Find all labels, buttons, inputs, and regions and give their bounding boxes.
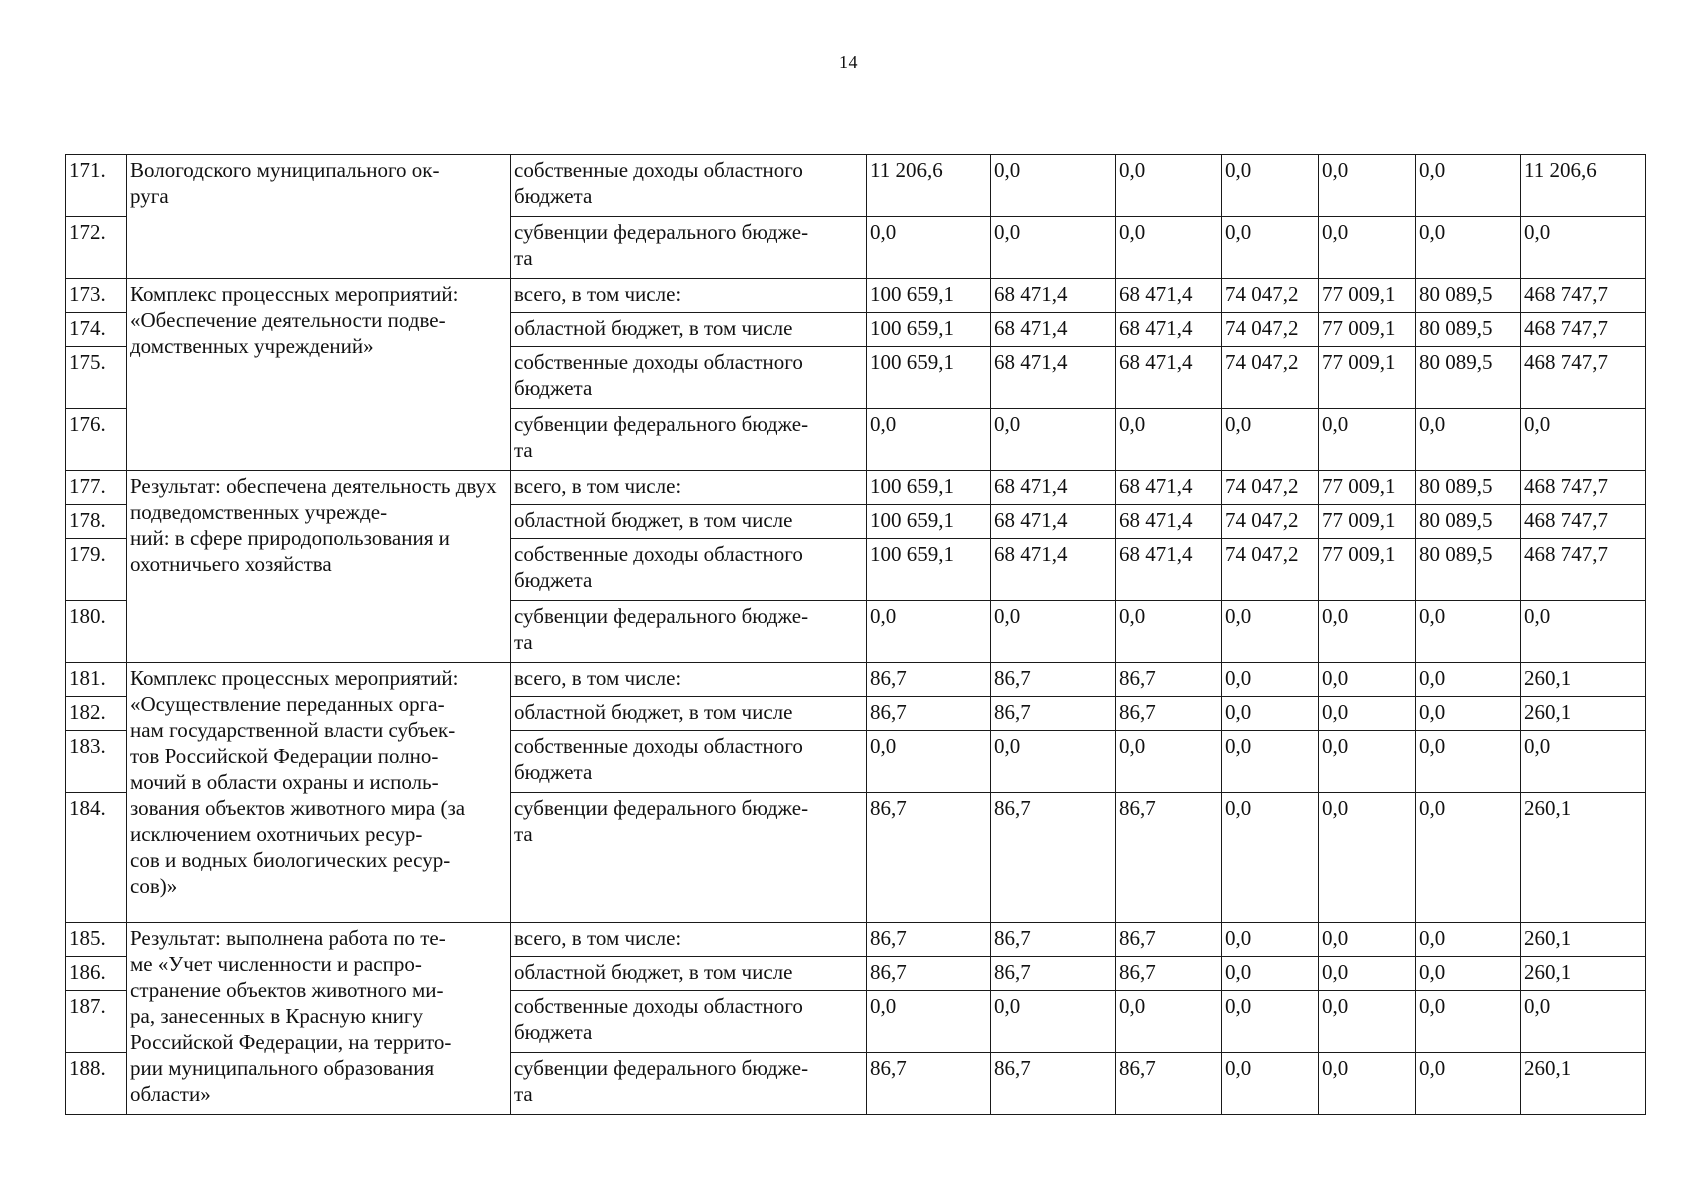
amount-cell: 0,0 xyxy=(1222,697,1319,731)
amount-cell: 0,0 xyxy=(1116,731,1222,793)
amount-cell: 74 047,2 xyxy=(1222,347,1319,409)
amount-cell: 0,0 xyxy=(1521,991,1646,1053)
amount-cell: 0,0 xyxy=(991,409,1116,471)
activity-name: Комплекс процессных мероприятий: «Обеспечение деятельности подве- домственных учреждений» xyxy=(127,279,511,471)
amount-cell: 0,0 xyxy=(867,409,991,471)
amount-cell: 0,0 xyxy=(1222,923,1319,957)
amount-cell: 100 659,1 xyxy=(867,539,991,601)
row-number: 181. xyxy=(66,663,127,697)
row-number: 173. xyxy=(66,279,127,313)
activity-name: Вологодского муниципального ок- руга xyxy=(127,155,511,279)
amount-cell: 0,0 xyxy=(1116,155,1222,217)
amount-cell: 86,7 xyxy=(991,663,1116,697)
amount-cell: 0,0 xyxy=(1319,409,1416,471)
amount-cell: 0,0 xyxy=(867,601,991,663)
funding-source: областной бюджет, в том числе xyxy=(511,697,867,731)
amount-cell: 0,0 xyxy=(1222,793,1319,923)
activity-name: Результат: выполнена работа по те- ме «Учет численности и распро- странение объектов животного ми- ра, занесенных в Красную книгу Российской Федерации, на террито- рии муниципального образования области» xyxy=(127,923,511,1115)
amount-cell: 468 747,7 xyxy=(1521,279,1646,313)
amount-cell: 0,0 xyxy=(1116,409,1222,471)
funding-source: субвенции федерального бюдже- та xyxy=(511,217,867,279)
amount-cell: 0,0 xyxy=(1319,793,1416,923)
table-body xyxy=(66,155,1646,1115)
amount-cell: 77 009,1 xyxy=(1319,347,1416,409)
amount-cell: 0,0 xyxy=(1319,217,1416,279)
row-number: 184. xyxy=(66,793,127,923)
amount-cell: 0,0 xyxy=(991,731,1116,793)
amount-cell: 74 047,2 xyxy=(1222,505,1319,539)
amount-cell: 86,7 xyxy=(1116,957,1222,991)
amount-cell: 0,0 xyxy=(1222,409,1319,471)
amount-cell: 74 047,2 xyxy=(1222,539,1319,601)
amount-cell: 0,0 xyxy=(1319,1053,1416,1115)
amount-cell: 0,0 xyxy=(1222,217,1319,279)
amount-cell: 0,0 xyxy=(1416,663,1521,697)
amount-cell: 86,7 xyxy=(867,793,991,923)
table-row xyxy=(66,471,1646,505)
amount-cell: 68 471,4 xyxy=(991,347,1116,409)
amount-cell: 0,0 xyxy=(1222,731,1319,793)
amount-cell: 80 089,5 xyxy=(1416,471,1521,505)
row-number: 174. xyxy=(66,313,127,347)
amount-cell: 0,0 xyxy=(991,217,1116,279)
amount-cell: 77 009,1 xyxy=(1319,505,1416,539)
amount-cell: 11 206,6 xyxy=(867,155,991,217)
table-row xyxy=(66,923,1646,957)
amount-cell: 86,7 xyxy=(1116,663,1222,697)
amount-cell: 86,7 xyxy=(1116,697,1222,731)
amount-cell: 68 471,4 xyxy=(991,505,1116,539)
funding-source: всего, в том числе: xyxy=(511,279,867,313)
amount-cell: 68 471,4 xyxy=(1116,471,1222,505)
amount-cell: 74 047,2 xyxy=(1222,279,1319,313)
amount-cell: 0,0 xyxy=(1319,957,1416,991)
activity-name: Комплекс процессных мероприятий: «Осуществление переданных орга- нам государственной власти субъек- тов Российской Федерации полно- мочий в области охраны и исполь- зования объектов животного мира (за исключением охотничьих ресур- сов и водных биологических ресур- сов)» xyxy=(127,663,511,923)
amount-cell: 100 659,1 xyxy=(867,313,991,347)
amount-cell: 86,7 xyxy=(867,923,991,957)
amount-cell: 86,7 xyxy=(1116,793,1222,923)
amount-cell: 68 471,4 xyxy=(1116,313,1222,347)
amount-cell: 0,0 xyxy=(1416,1053,1521,1115)
funding-source: субвенции федерального бюдже- та xyxy=(511,601,867,663)
row-number: 171. xyxy=(66,155,127,217)
amount-cell: 0,0 xyxy=(1416,217,1521,279)
table-row xyxy=(66,663,1646,697)
amount-cell: 0,0 xyxy=(1222,1053,1319,1115)
amount-cell: 0,0 xyxy=(1416,155,1521,217)
amount-cell: 0,0 xyxy=(1521,601,1646,663)
amount-cell: 80 089,5 xyxy=(1416,347,1521,409)
row-number: 177. xyxy=(66,471,127,505)
amount-cell: 68 471,4 xyxy=(991,313,1116,347)
amount-cell: 77 009,1 xyxy=(1319,279,1416,313)
funding-source: собственные доходы областного бюджета xyxy=(511,731,867,793)
amount-cell: 0,0 xyxy=(1416,991,1521,1053)
amount-cell: 0,0 xyxy=(1222,601,1319,663)
amount-cell: 0,0 xyxy=(1222,663,1319,697)
row-number: 185. xyxy=(66,923,127,957)
table-row xyxy=(66,155,1646,217)
amount-cell: 68 471,4 xyxy=(1116,347,1222,409)
row-number: 175. xyxy=(66,347,127,409)
row-number: 172. xyxy=(66,217,127,279)
amount-cell: 0,0 xyxy=(1116,217,1222,279)
budget-table xyxy=(65,154,1646,1115)
table-row xyxy=(66,279,1646,313)
amount-cell: 0,0 xyxy=(1521,731,1646,793)
funding-source: субвенции федерального бюдже- та xyxy=(511,1053,867,1115)
amount-cell: 100 659,1 xyxy=(867,279,991,313)
amount-cell: 86,7 xyxy=(991,1053,1116,1115)
amount-cell: 0,0 xyxy=(1416,697,1521,731)
amount-cell: 0,0 xyxy=(1319,155,1416,217)
funding-source: собственные доходы областного бюджета xyxy=(511,347,867,409)
amount-cell: 68 471,4 xyxy=(1116,279,1222,313)
amount-cell: 0,0 xyxy=(1416,793,1521,923)
funding-source: всего, в том числе: xyxy=(511,923,867,957)
row-number: 187. xyxy=(66,991,127,1053)
amount-cell: 68 471,4 xyxy=(991,539,1116,601)
amount-cell: 0,0 xyxy=(1319,991,1416,1053)
amount-cell: 68 471,4 xyxy=(1116,505,1222,539)
amount-cell: 468 747,7 xyxy=(1521,539,1646,601)
amount-cell: 100 659,1 xyxy=(867,347,991,409)
amount-cell: 68 471,4 xyxy=(991,279,1116,313)
amount-cell: 0,0 xyxy=(1319,663,1416,697)
row-number: 180. xyxy=(66,601,127,663)
funding-source: собственные доходы областного бюджета xyxy=(511,539,867,601)
amount-cell: 0,0 xyxy=(1116,601,1222,663)
funding-source: областной бюджет, в том числе xyxy=(511,505,867,539)
amount-cell: 74 047,2 xyxy=(1222,471,1319,505)
amount-cell: 0,0 xyxy=(1416,731,1521,793)
funding-source: субвенции федерального бюдже- та xyxy=(511,409,867,471)
funding-source: собственные доходы областного бюджета xyxy=(511,991,867,1053)
amount-cell: 0,0 xyxy=(991,601,1116,663)
amount-cell: 0,0 xyxy=(1319,601,1416,663)
amount-cell: 260,1 xyxy=(1521,957,1646,991)
amount-cell: 0,0 xyxy=(1416,409,1521,471)
amount-cell: 86,7 xyxy=(867,697,991,731)
amount-cell: 260,1 xyxy=(1521,697,1646,731)
page-number: 14 xyxy=(839,52,858,72)
amount-cell: 0,0 xyxy=(867,731,991,793)
amount-cell: 86,7 xyxy=(991,697,1116,731)
amount-cell: 0,0 xyxy=(867,217,991,279)
row-number: 179. xyxy=(66,539,127,601)
amount-cell: 0,0 xyxy=(991,991,1116,1053)
row-number: 178. xyxy=(66,505,127,539)
amount-cell: 86,7 xyxy=(991,793,1116,923)
row-number: 186. xyxy=(66,957,127,991)
amount-cell: 0,0 xyxy=(1416,957,1521,991)
amount-cell: 74 047,2 xyxy=(1222,313,1319,347)
row-number: 188. xyxy=(66,1053,127,1115)
amount-cell: 68 471,4 xyxy=(1116,539,1222,601)
amount-cell: 77 009,1 xyxy=(1319,313,1416,347)
funding-source: субвенции федерального бюдже- та xyxy=(511,793,867,923)
amount-cell: 0,0 xyxy=(1319,923,1416,957)
amount-cell: 0,0 xyxy=(1416,601,1521,663)
amount-cell: 468 747,7 xyxy=(1521,471,1646,505)
amount-cell: 0,0 xyxy=(1222,991,1319,1053)
row-number: 183. xyxy=(66,731,127,793)
funding-source: всего, в том числе: xyxy=(511,471,867,505)
amount-cell: 468 747,7 xyxy=(1521,347,1646,409)
amount-cell: 68 471,4 xyxy=(991,471,1116,505)
amount-cell: 80 089,5 xyxy=(1416,313,1521,347)
amount-cell: 100 659,1 xyxy=(867,471,991,505)
amount-cell: 86,7 xyxy=(1116,1053,1222,1115)
amount-cell: 260,1 xyxy=(1521,793,1646,923)
amount-cell: 80 089,5 xyxy=(1416,279,1521,313)
amount-cell: 86,7 xyxy=(867,663,991,697)
amount-cell: 0,0 xyxy=(1222,155,1319,217)
activity-name: Результат: обеспечена деятельность двух подведомственных учрежде- ний: в сфере природопользования и охотничьего хозяйства xyxy=(127,471,511,663)
amount-cell: 260,1 xyxy=(1521,663,1646,697)
amount-cell: 100 659,1 xyxy=(867,505,991,539)
amount-cell: 86,7 xyxy=(991,923,1116,957)
amount-cell: 86,7 xyxy=(991,957,1116,991)
amount-cell: 80 089,5 xyxy=(1416,539,1521,601)
amount-cell: 0,0 xyxy=(1116,991,1222,1053)
funding-source: всего, в том числе: xyxy=(511,663,867,697)
amount-cell: 86,7 xyxy=(867,1053,991,1115)
amount-cell: 468 747,7 xyxy=(1521,313,1646,347)
funding-source: областной бюджет, в том числе xyxy=(511,957,867,991)
funding-source: областной бюджет, в том числе xyxy=(511,313,867,347)
amount-cell: 0,0 xyxy=(1319,697,1416,731)
amount-cell: 0,0 xyxy=(867,991,991,1053)
funding-source: собственные доходы областного бюджета xyxy=(511,155,867,217)
amount-cell: 77 009,1 xyxy=(1319,539,1416,601)
amount-cell: 260,1 xyxy=(1521,1053,1646,1115)
amount-cell: 0,0 xyxy=(1319,731,1416,793)
amount-cell: 260,1 xyxy=(1521,923,1646,957)
amount-cell: 11 206,6 xyxy=(1521,155,1646,217)
row-number: 176. xyxy=(66,409,127,471)
amount-cell: 86,7 xyxy=(867,957,991,991)
amount-cell: 468 747,7 xyxy=(1521,505,1646,539)
amount-cell: 77 009,1 xyxy=(1319,471,1416,505)
amount-cell: 0,0 xyxy=(1416,923,1521,957)
amount-cell: 0,0 xyxy=(1521,217,1646,279)
amount-cell: 0,0 xyxy=(1222,957,1319,991)
amount-cell: 80 089,5 xyxy=(1416,505,1521,539)
amount-cell: 86,7 xyxy=(1116,923,1222,957)
row-number: 182. xyxy=(66,697,127,731)
amount-cell: 0,0 xyxy=(1521,409,1646,471)
amount-cell: 0,0 xyxy=(991,155,1116,217)
